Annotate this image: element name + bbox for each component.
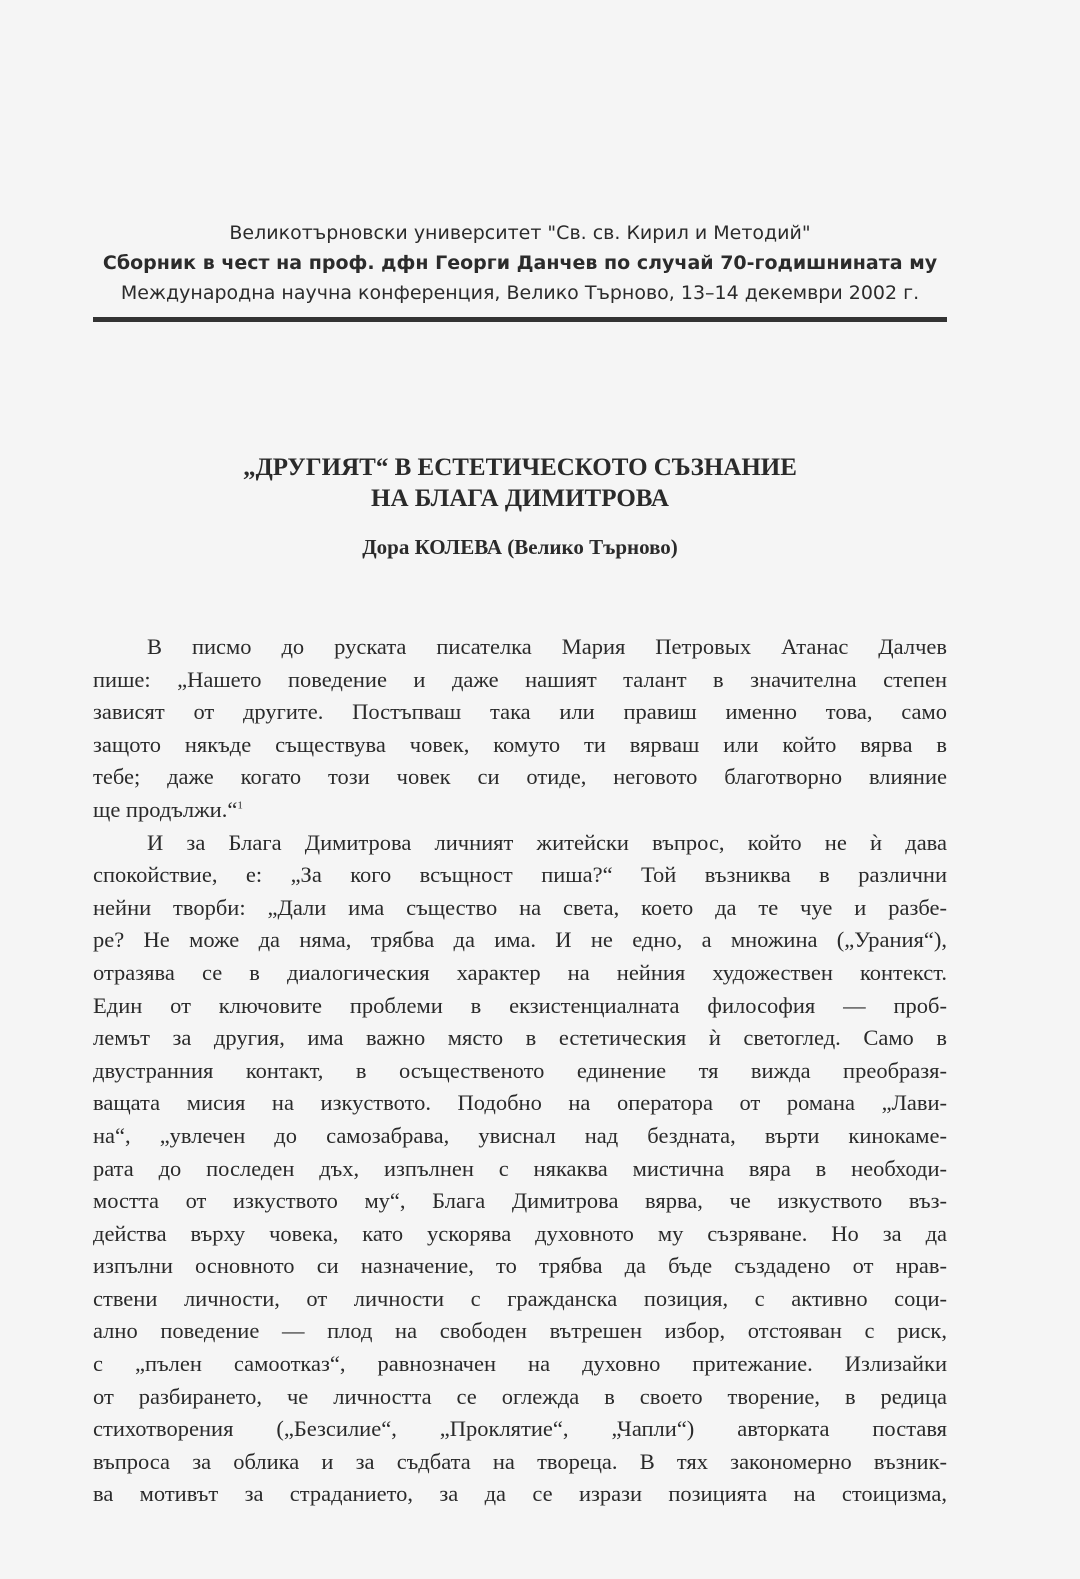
text-line: изпълни основното си назначение, то трябва да бъде създадено от нрав- [93,1253,947,1279]
text-line: с „пълен самоотказ“, равнозначен на духовно притежание. Излизайки [93,1351,947,1377]
text-line-with-footnote [93,794,947,827]
text-line: отразява се в диалогическия характер на нейния художествен контекст. [93,959,947,985]
text-line: спокойствие, е: „За кого всъщност пиша?“ Той възниква в различни [93,862,947,888]
text-line: от разбирането, че личността се оглежда в своето творение, в редица [93,1383,947,1409]
text-line: ще продължи.“ [93,796,238,822]
header-divider [93,317,947,322]
text-line: рата до последен дъх, изпълнен с някаква мистична вяра в необходи- [93,1155,947,1181]
running-header [93,218,947,308]
article-title-line-2: НА БЛАГА ДИМИТРОВА [371,485,669,512]
header-conference: Международна научна конференция, Велико Търново, 13–14 декември 2002 г. [120,282,920,304]
text-line: стихотворения („Безсилие“, „Проклятие“, „Чапли“) авторката поставя [93,1416,947,1442]
footnote-marker[interactable]: 1 [237,799,243,812]
text-line: въпроса за облика и за съдбата на твореца. В тях закономерно възник- [93,1448,947,1474]
article-heading [93,452,947,561]
text-line: ствени личности, от личности с гражданска позиция, с активно соци- [93,1285,947,1311]
text-line: Един от ключовите проблеми в екзистенциалната философия — проб- [93,992,947,1018]
text-line: действа върху човека, като ускорява духовното му съзряване. Но за да [93,1220,947,1246]
article-author: Дора КОЛЕВА (Велико Търново) [362,535,678,559]
text-line: ре? Не може да няма, трябва да има. И не едно, а множина („Урания“), [93,927,947,953]
text-line: лемът за другия, има важно място в естетическия ѝ светоглед. Само в [93,1025,947,1051]
text-line: В писмо до руската писателка Мария Петровых Атанас Далчев [147,634,947,659]
text-line: пише: „Нашето поведение и даже нашият талант в значителна степен [93,666,947,692]
text-line: на“, „увлечен до самозабрава, увиснал над бездната, върти кинокаме- [93,1122,947,1148]
text-line: И за Блага Димитрова личният житейски въпрос, който не ѝ дава [147,829,947,855]
header-university: Великотърновски университет "Св. св. Кирил и Методий" [229,222,811,244]
text-line: тебе; даже когато този човек си отиде, неговото благотворно влияние [93,764,947,790]
text-line: ално поведение — плод на свободен вътрешен избор, отстояван с риск, [93,1318,947,1344]
text-line: нейни творби: „Дали има същество на света, което да те чуе и разбе- [93,894,947,920]
header-collection-title: Сборник в чест на проф. дфн Георги Данчев по случай 70-годишнината му [102,252,938,274]
paragraph-1 [93,631,947,827]
paragraph-2 [93,827,947,1511]
text-line: ва мотивът за страданието, за да се изрази позицията на стоицизма, [93,1481,947,1507]
text-line: ващата мисия на изкуството. Подобно на оператора от романа „Лави- [93,1090,947,1116]
text-line: мостта от изкуството му“, Блага Димитрова вярва, че изкуството въз- [93,1188,947,1214]
text-line: двустранния контакт, в осъщественото единение тя вижда преобразя- [93,1057,947,1083]
article-title-line-1: „ДРУГИЯТ“ В ЕСТЕТИЧЕСКОТО СЪЗНАНИЕ [243,454,797,481]
text-line: защото някъде съществува човек, комуто ти вярваш или който вярва в [93,731,947,757]
text-line: зависят от другите. Постъпваш така или правиш именно това, само [93,699,947,725]
article-body [93,631,947,1511]
